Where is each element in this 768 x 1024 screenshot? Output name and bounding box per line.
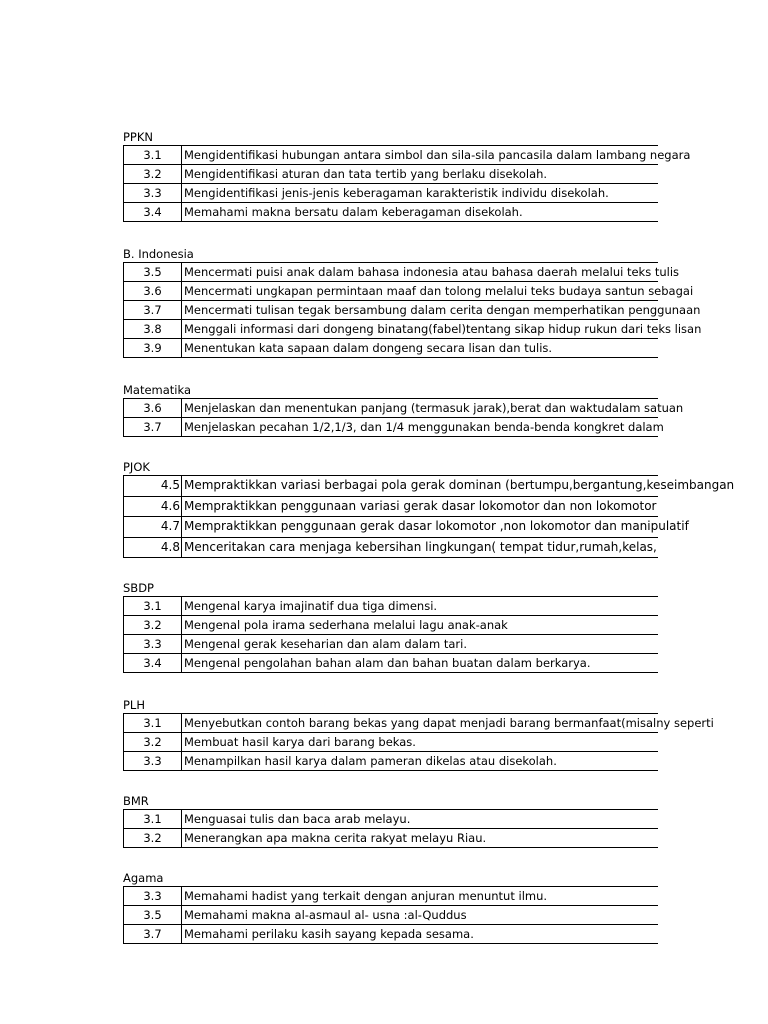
- competency-text: Memahami makna al-asmaul al- usna :al-Quddus: [182, 906, 658, 925]
- section-title: PPKN: [123, 130, 154, 144]
- competency-text: Mempraktikkan variasi berbagai pola gerak dominan (bertumpu,bergantung,keseimbangan: [182, 476, 658, 497]
- competency-number: 3.1: [124, 810, 182, 829]
- competency-number: 3.9: [124, 339, 182, 358]
- competency-number: 4.7: [124, 517, 182, 538]
- competency-text: Mencermati ungkapan permintaan maaf dan tolong melalui teks budaya santun sebagai: [182, 282, 658, 301]
- competency-text: Mengenal karya imajinatif dua tiga dimensi.: [182, 597, 658, 616]
- competency-text: Mengidentifikasi hubungan antara simbol dan sila-sila pancasila dalam lambang negara: [182, 146, 658, 165]
- competency-number: 3.3: [124, 635, 182, 654]
- competency-number: 4.8: [124, 537, 182, 558]
- section-title: PLH: [123, 698, 145, 712]
- competency-text: Menjelaskan dan menentukan panjang (termasuk jarak),berat dan waktudalam satuan: [182, 399, 658, 418]
- section-title: Matematika: [123, 383, 192, 397]
- section-agama: [123, 870, 668, 944]
- competency-text: Menampilkan hasil karya dalam pameran dikelas atau disekolah.: [182, 752, 658, 771]
- competency-number: 3.7: [124, 301, 182, 320]
- competency-text: Mempraktikkan penggunaan gerak dasar lokomotor ,non lokomotor dan manipulatif: [182, 517, 658, 538]
- competency-text: Menceritakan cara menjaga kebersihan lingkungan( tempat tidur,rumah,kelas,: [182, 537, 658, 558]
- competency-number: 3.1: [124, 714, 182, 733]
- competency-text: Memahami makna bersatu dalam keberagaman disekolah.: [182, 203, 658, 222]
- competency-number: 3.5: [124, 906, 182, 925]
- competency-number: 3.4: [124, 203, 182, 222]
- table-row: [124, 496, 658, 517]
- table-row: [124, 263, 658, 282]
- competency-number: 3.7: [124, 925, 182, 944]
- competency-number: 4.5: [124, 476, 182, 497]
- table-row: [124, 810, 658, 829]
- competency-number: 3.6: [124, 399, 182, 418]
- competency-number: 3.2: [124, 733, 182, 752]
- section-b-indonesia: [123, 246, 702, 358]
- competency-number: 3.2: [124, 616, 182, 635]
- table-row: [124, 616, 658, 635]
- table-row: [124, 165, 658, 184]
- competency-number: 3.1: [124, 597, 182, 616]
- table-row: [124, 301, 658, 320]
- section-sbdp: [123, 580, 668, 673]
- section-title: PJOK: [123, 460, 150, 474]
- table-row: [124, 282, 658, 301]
- competency-number: 3.1: [124, 146, 182, 165]
- section-title: Agama: [123, 871, 164, 885]
- competency-table: [123, 475, 735, 558]
- section-title: BMR: [123, 794, 149, 808]
- section-bmr: [123, 793, 668, 848]
- competency-number: 3.3: [124, 752, 182, 771]
- table-row: [124, 418, 658, 437]
- table-row: [124, 476, 658, 497]
- competency-text: Mengenal pengolahan bahan alam dan bahan buatan dalam berkarya.: [182, 654, 658, 673]
- competency-text: Mempraktikkan penggunaan variasi gerak dasar lokomotor dan non lokomotor: [182, 496, 658, 517]
- competency-table: [123, 398, 684, 437]
- table-row: [124, 203, 658, 222]
- competency-text: Mengenal pola irama sederhana melalui lagu anak-anak: [182, 616, 658, 635]
- table-row: [124, 597, 658, 616]
- table-row: [124, 925, 658, 944]
- section-title: SBDP: [123, 581, 154, 595]
- competency-table: [123, 713, 714, 771]
- section-matematika: [123, 382, 684, 437]
- competency-number: 3.6: [124, 282, 182, 301]
- competency-table: [123, 809, 658, 848]
- competency-text: Mencermati tulisan tegak bersambung dalam cerita dengan memperhatikan penggunaan: [182, 301, 658, 320]
- table-row: [124, 537, 658, 558]
- competency-number: 3.5: [124, 263, 182, 282]
- competency-number: 3.2: [124, 165, 182, 184]
- competency-text: Menggali informasi dari dongeng binatang(fabel)tentang sikap hidup rukun dari teks lisan: [182, 320, 658, 339]
- competency-number: 3.3: [124, 887, 182, 906]
- competency-table: [123, 596, 658, 673]
- section-plh: [123, 697, 714, 771]
- competency-text: Menentukan kata sapaan dalam dongeng secara lisan dan tulis.: [182, 339, 658, 358]
- table-row: [124, 184, 658, 203]
- competency-text: Menyebutkan contoh barang bekas yang dapat menjadi barang bermanfaat(misalny seperti: [182, 714, 658, 733]
- table-row: [124, 733, 658, 752]
- competency-text: Mengidentifikasi jenis-jenis keberagaman karakteristik individu disekolah.: [182, 184, 658, 203]
- competency-text: Mengidentifikasi aturan dan tata tertib yang berlaku disekolah.: [182, 165, 658, 184]
- competency-text: Menjelaskan pecahan 1/2,1/3, dan 1/4 menggunakan benda-benda kongkret dalam: [182, 418, 658, 437]
- competency-text: Mengenal gerak keseharian dan alam dalam tari.: [182, 635, 658, 654]
- competency-text: Memahami perilaku kasih sayang kepada sesama.: [182, 925, 658, 944]
- table-row: [124, 635, 658, 654]
- competency-text: Mencermati puisi anak dalam bahasa indonesia atau bahasa daerah melalui teks tulis: [182, 263, 658, 282]
- table-row: [124, 906, 658, 925]
- table-row: [124, 714, 658, 733]
- table-row: [124, 320, 658, 339]
- competency-number: 3.4: [124, 654, 182, 673]
- table-row: [124, 517, 658, 538]
- table-row: [124, 399, 658, 418]
- competency-table: [123, 262, 702, 358]
- competency-text: Memahami hadist yang terkait dengan anjuran menuntut ilmu.: [182, 887, 658, 906]
- section-pjok: [123, 459, 735, 558]
- section-ppkn: [123, 129, 691, 222]
- competency-number: 3.3: [124, 184, 182, 203]
- table-row: [124, 887, 658, 906]
- competency-table: [123, 145, 691, 222]
- section-title: B. Indonesia: [123, 247, 194, 261]
- table-row: [124, 654, 658, 673]
- table-row: [124, 146, 658, 165]
- table-row: [124, 339, 658, 358]
- competency-text: Menguasai tulis dan baca arab melayu.: [182, 810, 658, 829]
- competency-number: 4.6: [124, 496, 182, 517]
- competency-text: Membuat hasil karya dari barang bekas.: [182, 733, 658, 752]
- table-row: [124, 829, 658, 848]
- competency-number: 3.8: [124, 320, 182, 339]
- competency-table: [123, 886, 658, 944]
- competency-number: 3.2: [124, 829, 182, 848]
- table-row: [124, 752, 658, 771]
- competency-text: Menerangkan apa makna cerita rakyat melayu Riau.: [182, 829, 658, 848]
- competency-number: 3.7: [124, 418, 182, 437]
